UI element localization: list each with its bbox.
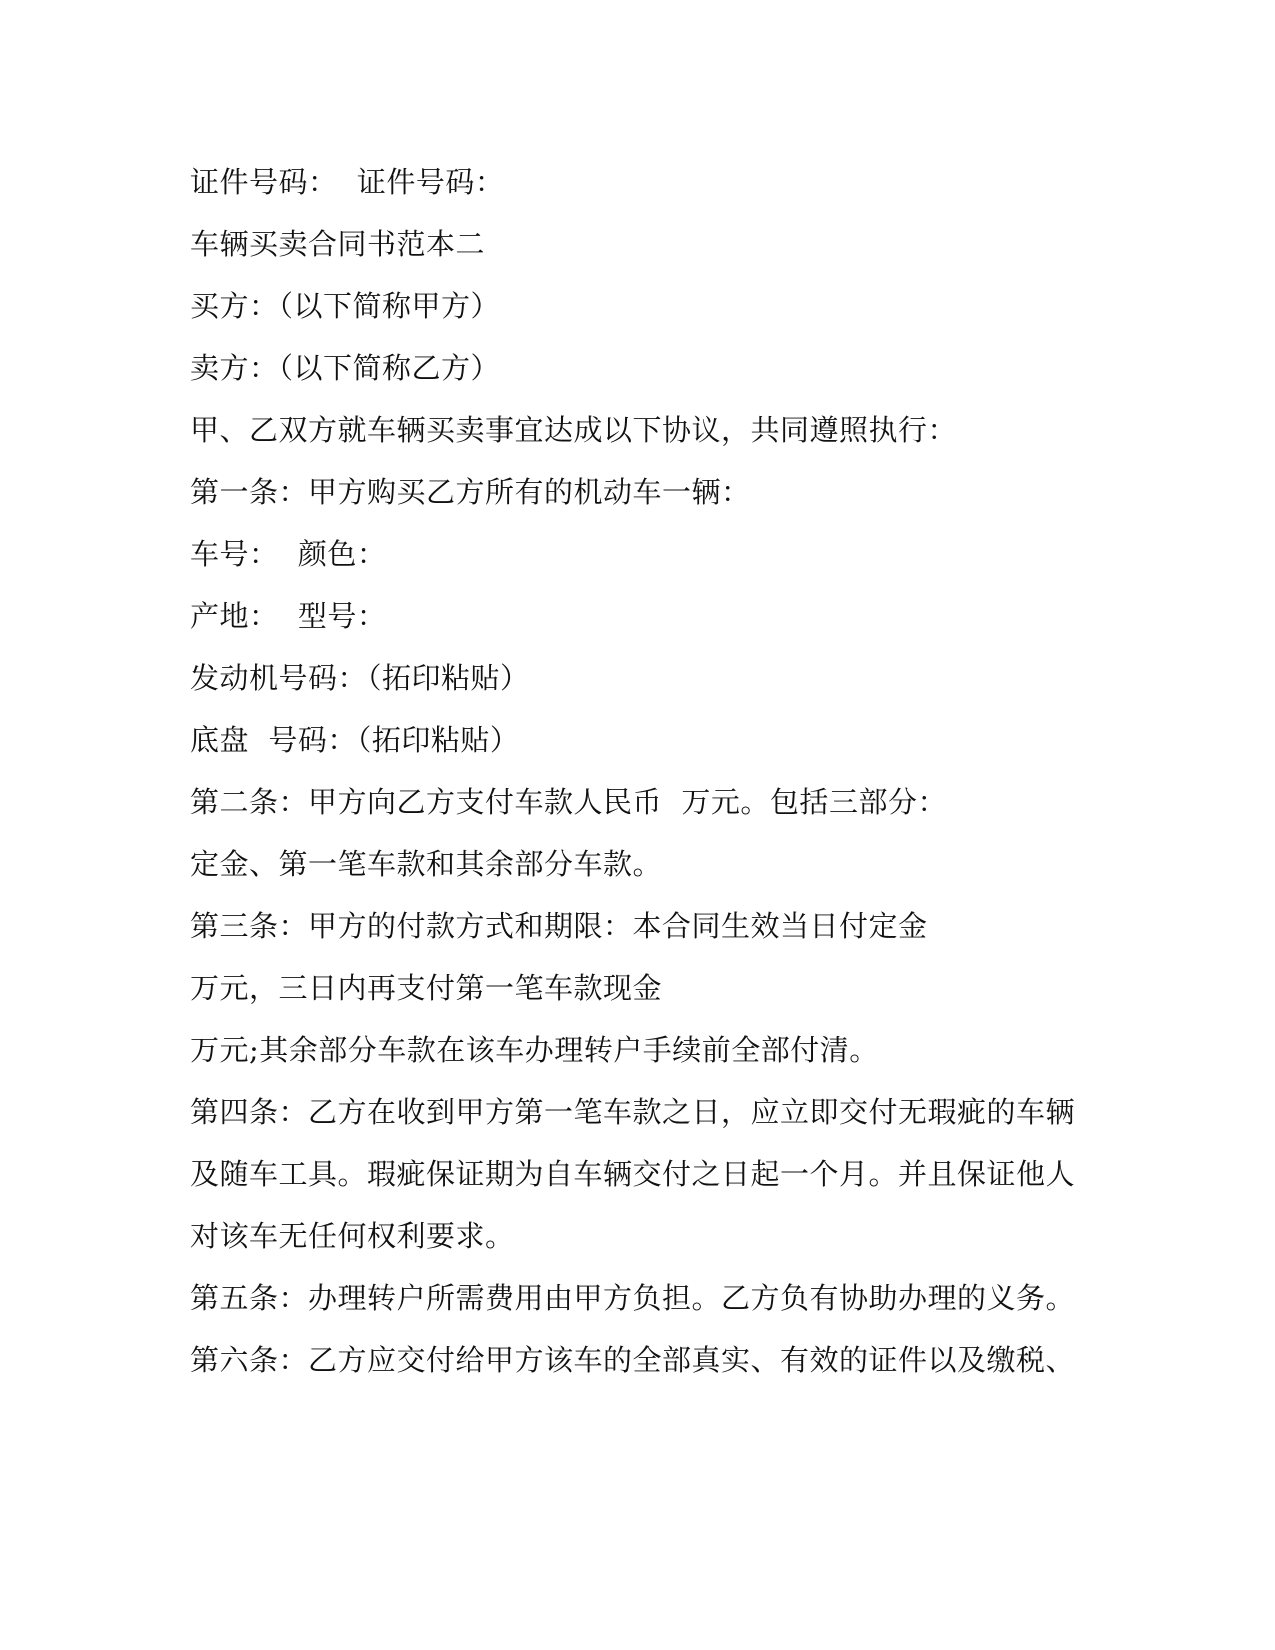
article-6: 第六条：乙方应交付给甲方该车的全部真实、有效的证件以及缴税、 (190, 1343, 1076, 1377)
article-4: 第四条：乙方在收到甲方第一笔车款之日，应立即交付无瑕疵的车辆 (190, 1095, 1076, 1129)
article-4-continued-1: 及随车工具。瑕疵保证期为自车辆交付之日起一个月。并且保证他人 (190, 1157, 1076, 1191)
article-3: 第三条：甲方的付款方式和期限：本合同生效当日付定金 (190, 909, 928, 943)
engine-number-line: 发动机号码：（拓印粘贴） (190, 661, 530, 695)
article-5: 第五条：办理转户所需费用由甲方负担。乙方负有协助办理的义务。 (190, 1281, 1076, 1315)
contract-title: 车辆买卖合同书范本二 (190, 227, 486, 261)
buyer-line: 买方：（以下简称甲方） (190, 289, 501, 323)
article-1: 第一条：甲方购买乙方所有的机动车一辆： (190, 475, 751, 509)
article-2-continued: 定金、第一笔车款和其余部分车款。 (190, 847, 663, 881)
id-number-line: 证件号码： 证件号码： (190, 165, 505, 199)
agreement-intro: 甲、乙双方就车辆买卖事宜达成以下协议，共同遵照执行： (190, 413, 958, 447)
origin-model-line: 产地： 型号： (190, 599, 387, 633)
chassis-number-line: 底盘 号码：（拓印粘贴） (190, 723, 520, 757)
plate-color-line: 车号： 颜色： (190, 537, 387, 571)
article-3-continued-1: 万元，三日内再支付第一笔车款现金 (190, 971, 663, 1005)
article-3-continued-2: 万元;其余部分车款在该车办理转户手续前全部付清。 (190, 1033, 879, 1067)
article-4-continued-2: 对该车无任何权利要求。 (190, 1219, 515, 1253)
seller-line: 卖方：（以下简称乙方） (190, 351, 501, 385)
article-2: 第二条：甲方向乙方支付车款人民币 万元。包括三部分： (190, 785, 947, 819)
